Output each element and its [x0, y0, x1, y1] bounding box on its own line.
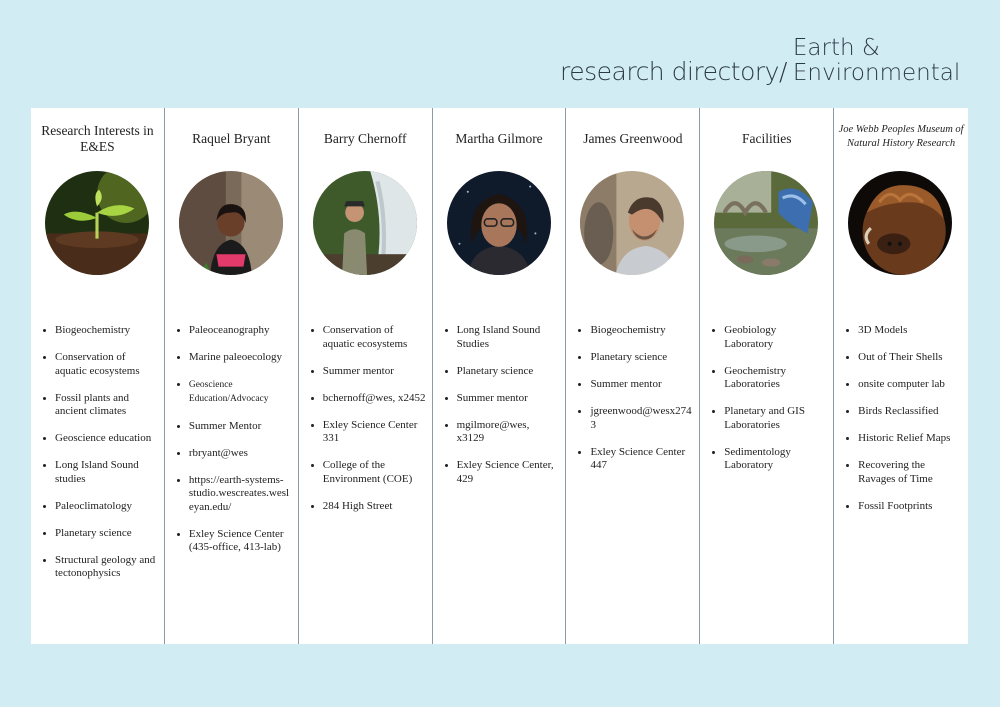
column-title: James Greenwood	[583, 131, 683, 146]
portrait-image	[179, 171, 283, 275]
list-item: • Long Island Sound Studies	[457, 324, 560, 351]
column-barry-chernoff	[299, 108, 433, 644]
header-prefix: research directory/	[560, 57, 787, 86]
column-title: Barry Chernoff	[323, 131, 407, 146]
list-item[interactable]: • Birds Reclassified	[858, 405, 962, 419]
list-item: • Summer Mentor	[189, 420, 292, 434]
email-link[interactable]: • rbryant@wes	[189, 447, 292, 461]
list-item: • 284 High Street	[323, 500, 426, 514]
interest-list	[31, 324, 164, 594]
list-item: • Fossil plants and ancient climates	[55, 392, 158, 419]
list-item: • Geochemistry Laboratories	[724, 365, 827, 392]
museum-photo	[848, 171, 952, 275]
column-title: Raquel Bryant	[192, 131, 271, 146]
list-item: • Planetary science	[457, 365, 560, 379]
list-item: • Geobiology Laboratory	[724, 324, 827, 351]
header-department: Earth & Environmental	[792, 35, 961, 86]
column-facilities	[700, 108, 834, 644]
list-item: • Summer mentor	[590, 378, 693, 392]
list-item: • Planetary and GIS Laboratories	[724, 405, 827, 432]
list-item: • Marine paleoecology	[189, 351, 292, 365]
barry-chernoff-photo	[313, 171, 417, 275]
profile-list	[433, 324, 566, 500]
james-greenwood-photo	[580, 171, 684, 275]
column-martha-gilmore	[433, 108, 567, 644]
page-header	[560, 36, 960, 86]
list-item: • Biogeochemistry	[55, 324, 158, 338]
facilities-list	[700, 324, 833, 486]
portrait-image	[580, 171, 684, 275]
list-item: • Summer mentor	[457, 392, 560, 406]
list-item: • Paleoclimatology	[55, 500, 158, 514]
list-item: • Summer mentor	[323, 365, 426, 379]
portrait-image	[313, 171, 417, 275]
seedling-image	[45, 171, 149, 275]
list-item[interactable]: • onsite computer lab	[858, 378, 962, 392]
list-item: • Exley Science Center 331	[323, 419, 426, 446]
list-item: • Geoscience Education/Advocacy	[189, 378, 292, 406]
list-item: • Conservation of aquatic ecosystems	[55, 351, 158, 378]
column-title: Research Interests in E&ES	[41, 123, 154, 154]
list-item: • Long Island Sound studies	[55, 459, 158, 486]
column-title: Martha Gilmore	[455, 131, 543, 146]
column-title: Joe Webb Peoples Museum of Natural History Research	[838, 124, 964, 149]
list-item: • Sedimentology Laboratory	[724, 446, 827, 473]
martha-gilmore-photo	[447, 171, 551, 275]
list-item: • Exley Science Center (435-office, 413-lab)	[189, 528, 292, 555]
list-item: • Structural geology and tectonophysics	[55, 554, 158, 581]
list-item[interactable]: • 3D Models	[858, 324, 962, 338]
profile-list	[566, 324, 699, 486]
column-raquel-bryant	[165, 108, 299, 644]
list-item: • Paleoceanography	[189, 324, 292, 338]
column-museum	[834, 108, 968, 644]
website-link[interactable]: • https://earth-systems-studio.wescreates.wesleyan.edu/	[189, 474, 292, 515]
column-james-greenwood	[566, 108, 700, 644]
raquel-bryant-photo	[179, 171, 283, 275]
email-link[interactable]: • mgilmore@wes, x3129	[457, 419, 560, 446]
list-item: • Planetary science	[55, 527, 158, 541]
list-item: • Exley Science Center, 429	[457, 459, 560, 486]
list-item: • Biogeochemistry	[590, 324, 693, 338]
facilities-photo	[714, 171, 818, 275]
column-title: Facilities	[741, 131, 792, 146]
bison-image	[848, 171, 952, 275]
list-item: • Conservation of aquatic ecosystems	[323, 324, 426, 351]
column-research-interests	[31, 108, 165, 644]
museum-list	[834, 324, 968, 527]
list-item[interactable]: • Out of Their Shells	[858, 351, 962, 365]
profile-list	[165, 324, 298, 568]
profile-list	[299, 324, 432, 527]
email-link[interactable]: • jgreenwood@wesx2743	[590, 405, 693, 432]
directory-board	[31, 108, 968, 644]
facilities-image	[714, 171, 818, 275]
list-item: • Geoscience education	[55, 432, 158, 446]
list-item: • College of the Environment (COE)	[323, 459, 426, 486]
email-link[interactable]: • bchernoff@wes, x2452	[323, 392, 426, 406]
list-item[interactable]: • Recovering the Ravages of Time	[858, 459, 962, 486]
seedling-photo	[45, 171, 149, 275]
list-item[interactable]: • Fossil Footprints	[858, 500, 962, 514]
list-item: • Planetary science	[590, 351, 693, 365]
portrait-image	[447, 171, 551, 275]
list-item: • Exley Science Center 447	[590, 446, 693, 473]
list-item[interactable]: • Historic Relief Maps	[858, 432, 962, 446]
